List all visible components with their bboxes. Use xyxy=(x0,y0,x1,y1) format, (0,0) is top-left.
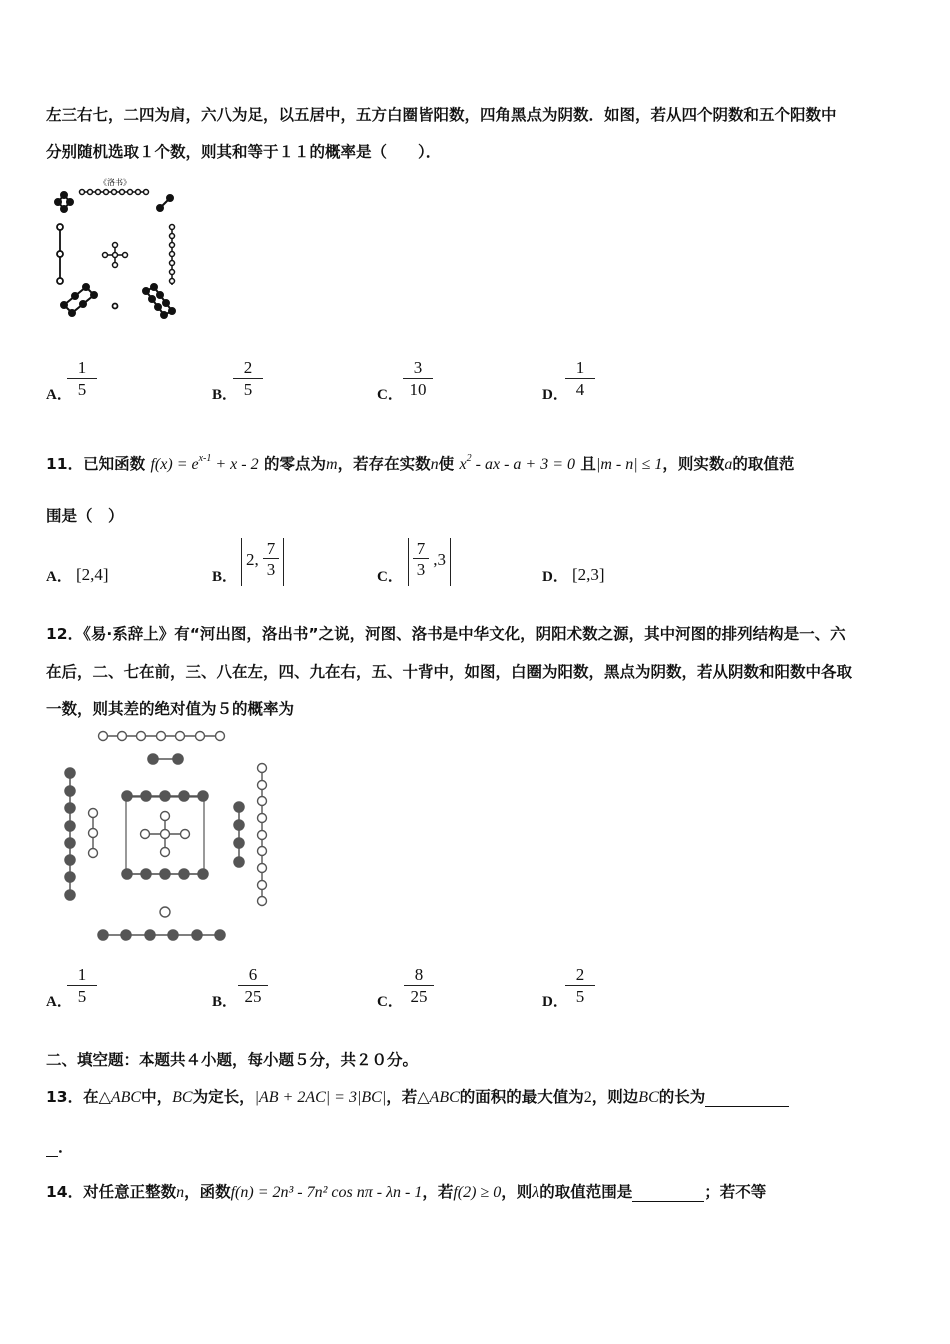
q14-condition: f(2) ≥ 0 xyxy=(453,1184,502,1201)
q10-line2: 分别随机选取１个数，则其和等于１１的概率是（ ）． xyxy=(46,143,442,161)
q10-option-d-label: D． xyxy=(542,387,568,403)
q10-option-c-fraction: $\frac{3}{10}$ xyxy=(403,358,433,399)
q11-option-a-value: [2,4] xyxy=(76,565,109,584)
q12-line2: 在后，二、七在前，三、八在左，四、九在右，五、十背中，如图，白圈为阳数，黑点为阴数，若从阴数和阳数中各取 xyxy=(46,663,853,681)
hetu-figure xyxy=(55,725,280,947)
q10-option-c-label: C． xyxy=(377,387,403,403)
q11-line2: 围是（ ） xyxy=(46,507,124,525)
q12-option-b-fraction: $\frac{6}{25}$ xyxy=(238,965,268,1006)
q11-function: $f(x) = e^{x-1} + x - 2$ xyxy=(150,453,259,473)
section-2-heading: 二、填空题：本题共４小题，每小题５分，共２０分。 xyxy=(46,1051,419,1069)
luoshu-figure xyxy=(50,175,190,320)
q10-line1: 左三右七，二四为肩，六八为足，以五居中，五方白圈皆阳数，四角黑点为阴数．如图，若从四个阴数和五个阳数中 xyxy=(46,106,837,124)
q14-answer-blank[interactable] xyxy=(632,1201,704,1202)
q11-option-c-label: C． xyxy=(377,569,403,585)
q11-abs: |m - n| ≤ 1 xyxy=(595,456,663,473)
q11-line1: 11．已知函数 $f(x) = e^{x-1} + x - 2$ 的零点为m，若存在实数n使 $x^2$ - ax - a + 3 = 0 且|m - n| ≤ 1，则实数a的取值范 xyxy=(46,453,795,473)
q10-option-b-fraction: $\frac{2}{5}$ xyxy=(233,358,263,399)
q13-line1: 13．在△ABC中，BC为定长，|AB + 2AC| = 3|BC|，若△ABC的面积的最大值为2，则边BC的长为 xyxy=(46,1085,789,1107)
q12-option-a-fraction: $\frac{1}{5}$ xyxy=(67,965,97,1006)
q12-option-c-label: C． xyxy=(377,994,403,1010)
q11-equation: $x^2$ - ax - a + 3 = 0 xyxy=(459,453,575,473)
q12-option-d-fraction: $\frac{2}{5}$ xyxy=(565,965,595,1006)
q11-option-b-value: 2, $\frac{7}{3}$ xyxy=(241,538,284,586)
q14-function: f(n) = 2n³ - 7n² cos nπ - λn - 1 xyxy=(230,1184,423,1201)
q12-option-b-label: B． xyxy=(212,994,238,1010)
q11-option-c-value: $\frac{7}{3}$ ,3 xyxy=(408,538,451,586)
q14-line1: 14．对任意正整数n，函数f(n) = 2n³ - 7n² cos nπ - λn - 1，若f(2) ≥ 0，则λ的取值范围是 ；若不等 xyxy=(46,1183,767,1201)
q10-option-b-label: B． xyxy=(212,387,238,403)
q11-option-d-value: [2,3] xyxy=(572,565,605,584)
q10-option-a-label: A． xyxy=(46,387,72,403)
q11-option-b-label: B． xyxy=(212,569,238,585)
q12-option-c-fraction: $\frac{8}{25}$ xyxy=(404,965,434,1006)
q13-line2: ． xyxy=(46,1135,74,1157)
q10-option-a-fraction: $\frac{1}{5}$ xyxy=(67,358,97,399)
q13-condition: |AB + 2AC| = 3|BC| xyxy=(254,1089,387,1106)
q11-option-a-label: A． xyxy=(46,569,72,585)
q12-option-a-label: A． xyxy=(46,994,72,1010)
q11-option-d-label: D． xyxy=(542,569,568,585)
q12-option-d-label: D． xyxy=(542,994,568,1010)
q13-answer-blank[interactable] xyxy=(705,1106,789,1107)
q12-line3: 一数，则其差的绝对值为５的概率为 xyxy=(46,700,295,718)
luoshu-title: 《洛书》 xyxy=(99,178,131,187)
q10-option-d-fraction: $\frac{1}{4}$ xyxy=(565,358,595,399)
q12-line1: 12．《易·系辞上》有“河出图，洛出书”之说，河图、洛书是中华文化，阴阳术数之源，其中河图的排列结构是一、六 xyxy=(46,625,846,643)
q13-answer-blank-cont[interactable] xyxy=(46,1156,58,1157)
